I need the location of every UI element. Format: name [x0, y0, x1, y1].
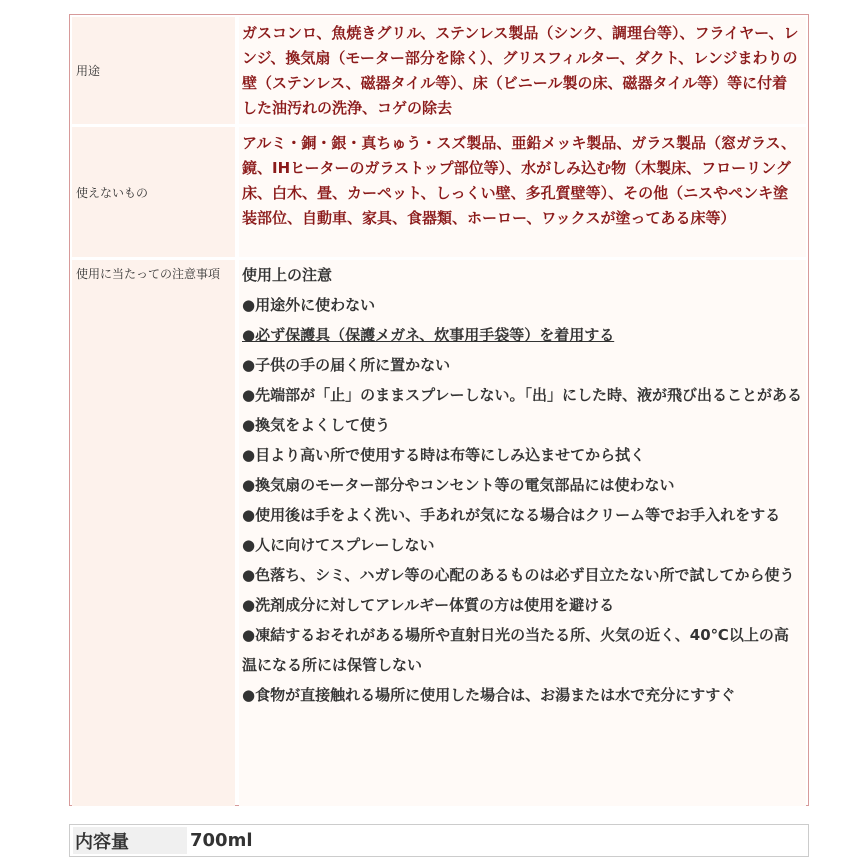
precaution-item: ●子供の手の届く所に置かない	[242, 356, 451, 374]
product-spec-table	[69, 14, 809, 806]
precaution-item-protective-gear: ●必ず保護具（保護メガネ、炊事用手袋等）を着用する	[242, 326, 615, 344]
precaution-item: ●凍結するおそれがある場所や直射日光の当たる所、火気の近く、40℃以上の高温になる所には保管しない	[242, 626, 789, 674]
precautions-label: 使用に当たっての注意事項	[72, 260, 235, 806]
precaution-item: ●換気扇のモーター部分やコンセント等の電気部品には使わない	[242, 476, 675, 494]
precautions-row	[72, 260, 806, 806]
precaution-item: ●食物が直接触れる場所に使用した場合は、お湯または水で充分にすすぐ	[242, 686, 736, 704]
usage-row	[72, 17, 806, 124]
precaution-item: ●換気をよくして使う	[242, 416, 391, 434]
precaution-item: ●色落ち、シミ、ハガレ等の心配のあるものは必ず目立たない所で試してから使う	[242, 566, 795, 584]
precautions-heading: 使用上の注意	[242, 266, 333, 284]
precaution-item: ●人に向けてスプレーしない	[242, 536, 435, 554]
usage-value: ガスコンロ、魚焼きグリル、ステンレス製品（シンク、調理台等）、フライヤー、レンジ、換気扇（モーター部分を除く）、グリスフィルター、ダクト、レンジまわりの壁（ステンレス、磁器タイル等）、床（ビニール製の床、磁器タイル等）等に付着した油汚れの洗浄、コゲの除去	[239, 17, 806, 124]
precaution-item: ●洗剤成分に対してアレルギー体質の方は使用を避ける	[242, 596, 615, 614]
not-usable-value: アルミ・銅・銀・真ちゅう・スズ製品、亜鉛メッキ製品、ガラス製品（窓ガラス、鏡、IHヒーターのガラストップ部位等）、水がしみ込む物（木製床、フローリング床、白木、畳、カーペット、しっくい壁、多孔質壁等）、その他（ニスやペンキ塗装部位、自動車、家具、食器類、ホーロー、ワックスが塗ってある床等）	[239, 127, 806, 257]
precautions-value	[239, 260, 806, 806]
usage-label: 用途	[72, 17, 235, 124]
capacity-row	[69, 824, 809, 857]
precaution-item: ●先端部が「止」のままスプレーしない。「出」にした時、液が飛び出ることがある	[242, 386, 802, 404]
not-usable-label: 使えないもの	[72, 127, 235, 257]
precaution-item: ●目より高い所で使用する時は布等にしみ込ませてから拭く	[242, 446, 646, 464]
capacity-label: 内容量	[73, 827, 187, 854]
precaution-item: ●用途外に使わない	[242, 296, 376, 314]
capacity-value: 700ml	[190, 830, 253, 851]
precaution-item: ●使用後は手をよく洗い、手あれが気になる場合はクリーム等でお手入れをする	[242, 506, 781, 524]
not-usable-row	[72, 127, 806, 257]
